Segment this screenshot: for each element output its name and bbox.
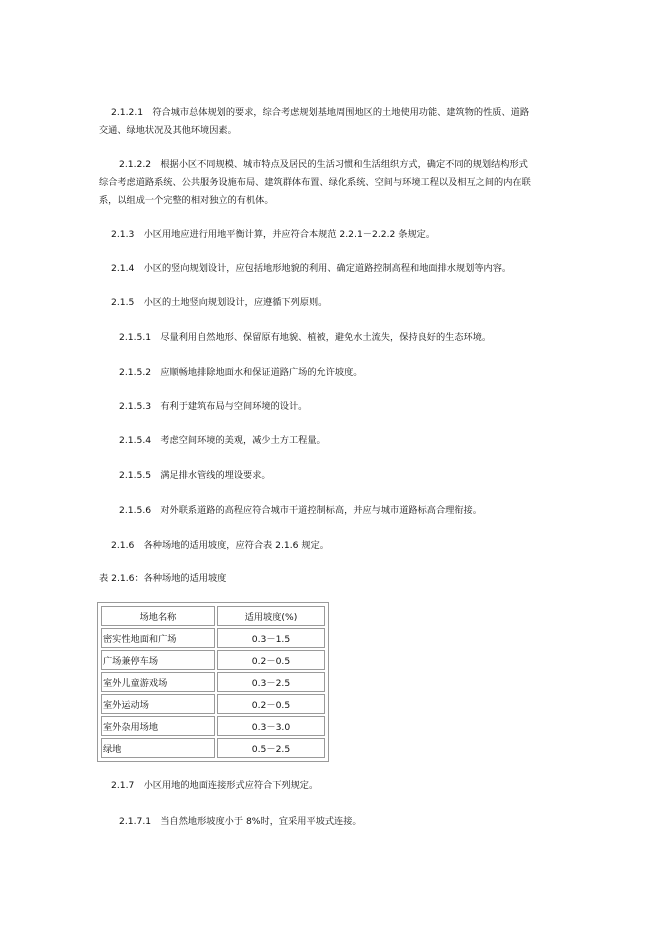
paragraph-2-1-5-5: 2.1.5.5 满足排水管线的埋设要求。 xyxy=(119,470,271,481)
paragraph-2-1-2-2-line3: 系，以组成一个完整的相对独立的有机体。 xyxy=(99,195,274,206)
paragraph-2-1-3: 2.1.3 小区用地应进行用地平衡计算，并应符合本规范 2.2.1－2.2.2 条规定。 xyxy=(111,229,436,240)
paragraph-2-1-2-1-line2: 交通、绿地状况及其他环境因素。 xyxy=(99,125,237,136)
table-cell-slope: 0.5－2.5 xyxy=(217,738,325,758)
paragraph-2-1-2-2-line2: 综合考虑道路系统、公共服务设施布局、建筑群体布置、绿化系统、空间与环境工程以及相互之间的内在联 xyxy=(99,177,531,188)
table-cell-slope: 0.2－0.5 xyxy=(217,694,325,714)
paragraph-2-1-5-4: 2.1.5.4 考虑空间环境的美观，减少土方工程量。 xyxy=(119,435,326,446)
table-cell-slope: 0.3－1.5 xyxy=(217,628,325,648)
table-cell-site-name: 密实性地面和广场 xyxy=(101,628,215,648)
paragraph-2-1-4: 2.1.4 小区的竖向规划设计，应包括地形地貌的利用、确定道路控制高程和地面排水规划等内容。 xyxy=(111,263,512,274)
table-row xyxy=(101,738,325,758)
paragraph-2-1-2-1-line1: 2.1.2.1 符合城市总体规划的要求，综合考虑规划基地周围地区的土地使用功能、建筑物的性质、道路 xyxy=(111,107,530,118)
paragraph-2-1-5-1: 2.1.5.1 尽量利用自然地形、保留原有地貌、植被，避免水土流失，保持良好的生态环境。 xyxy=(119,332,492,343)
slope-table xyxy=(99,604,327,760)
table-row xyxy=(101,628,325,648)
column-header-slope: 适用坡度(%) xyxy=(217,606,325,626)
table-cell-site-name: 绿地 xyxy=(101,738,215,758)
paragraph-2-1-2-2-line1: 2.1.2.2 根据小区不同规模、城市特点及居民的生活习惯和生活组织方式，确定不同的规划结构形式 xyxy=(119,159,528,170)
paragraph-2-1-7-1: 2.1.7.1 当自然地形坡度小于 8%时，宜采用平坡式连接。 xyxy=(119,816,362,827)
paragraph-2-1-7: 2.1.7 小区用地的地面连接形式应符合下列规定。 xyxy=(111,780,319,791)
table-row xyxy=(101,672,325,692)
table-row xyxy=(101,650,325,670)
paragraph-2-1-5-3: 2.1.5.3 有利于建筑布局与空间环境的设计。 xyxy=(119,401,308,412)
table-caption: 表 2.1.6：各种场地的适用坡度 xyxy=(99,573,227,584)
table-cell-site-name: 室外运动场 xyxy=(101,694,215,714)
table-cell-site-name: 广场兼停车场 xyxy=(101,650,215,670)
table-row xyxy=(101,716,325,736)
paragraph-2-1-5-6: 2.1.5.6 对外联系道路的高程应符合城市干道控制标高，并应与城市道路标高合理衔接。 xyxy=(119,505,482,516)
column-header-site-name: 场地名称 xyxy=(101,606,215,626)
table-cell-slope: 0.3－2.5 xyxy=(217,672,325,692)
table-cell-site-name: 室外儿童游戏场 xyxy=(101,672,215,692)
table-row xyxy=(101,694,325,714)
slope-table-frame xyxy=(97,602,329,762)
table-cell-slope: 0.2－0.5 xyxy=(217,650,325,670)
paragraph-2-1-5: 2.1.5 小区的土地竖向规划设计，应遵循下列原则。 xyxy=(111,297,328,308)
paragraph-2-1-6: 2.1.6 各种场地的适用坡度，应符合表 2.1.6 规定。 xyxy=(111,540,329,551)
table-header-row xyxy=(101,606,325,626)
table-cell-site-name: 室外杂用场地 xyxy=(101,716,215,736)
table-cell-slope: 0.3－3.0 xyxy=(217,716,325,736)
paragraph-2-1-5-2: 2.1.5.2 应顺畅地排除地面水和保证道路广场的允许坡度。 xyxy=(119,367,363,378)
